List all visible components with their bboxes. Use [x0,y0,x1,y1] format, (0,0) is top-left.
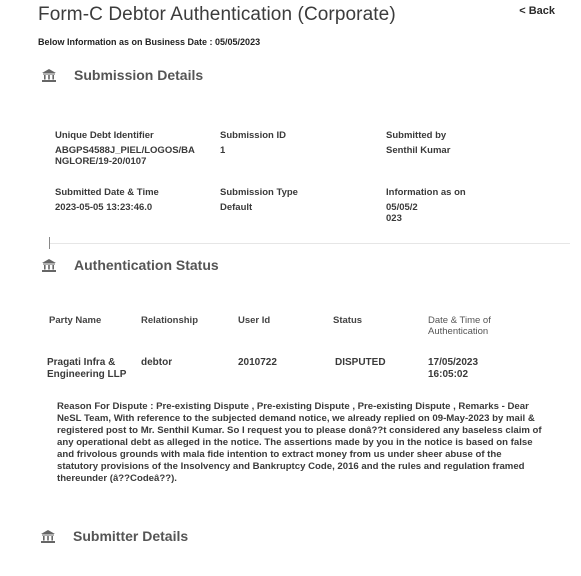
submitter-details-heading [41,528,188,544]
field-value: ABGPS4588J_PIEL/LOGOS/BA [55,145,195,156]
relationship-cell: debtor [141,357,173,368]
submission-id-field [220,130,286,156]
field-label: Submitted Date & Time [55,187,159,198]
field-value-continued: NGLORE/19-20/0107 [55,156,147,167]
cell-line: 17/05/2023 [428,357,479,368]
business-date-info: Below Information as on Business Date : 05/05/2023 [38,37,261,47]
bank-icon [42,69,56,82]
bank-icon [42,259,56,272]
section-divider [50,243,570,244]
field-value: Default [220,202,253,213]
field-label: Submission Type [220,187,298,198]
field-label: Submission ID [220,130,286,141]
cell-line: 16:05:02 [428,369,469,380]
date-time-cell [428,357,478,381]
cell-line: Pragati Infra & [47,357,116,368]
header-line: Authentication [428,326,489,337]
field-label: Submitted by [386,130,447,141]
unique-debt-identifier-field [55,130,195,167]
field-value: 2023-05-05 13:23:46.0 [55,202,153,213]
column-header-relationship: Relationship [141,315,199,326]
bank-icon [41,530,55,543]
submitted-by-field [386,130,450,156]
dispute-reason-text: Reason For Dispute : Pre-existing Dispute , Pre-existing Dispute , Pre-existing Dispute , Remarks - Dear NeSL Team, With reference to the subjected demand notice, we already replied on 09-May-2023 by mail & registered post to Mr. Senthil Kumar. So I request you to please donâ??t considered any baseless claim of any operational debt as alleged in the notice. The assertions made by you in the notice is based on false and frivolous grounds with mala fide intention to extract money from us under sheer abuse of the statutory provisions of the Insolvency and Bankruptcy Code, 2016 and the rules and regulation framed thereunder (â??Codeâ??). [57,401,542,484]
column-header-status: Status [333,315,363,326]
submitted-date-time-field [55,187,159,213]
authentication-status-heading [42,257,219,273]
header-line: Date & Time of [428,315,491,326]
field-value: Senthil Kumar [386,145,451,156]
page-title: Form-C Debtor Authentication (Corporate) [38,4,396,25]
field-value: 05/05/2 [386,202,418,213]
field-value-continued: 023 [386,213,402,224]
field-value: 1 [220,145,226,156]
field-label: Information as on [386,187,466,198]
information-as-on-field [386,187,466,224]
field-label: Unique Debt Identifier [55,130,154,141]
section-label: Submitter Details [73,528,189,544]
party-name-cell [47,357,126,381]
submission-details-heading [42,67,203,83]
back-link[interactable]: < Back [519,5,555,17]
column-header-date-time [428,315,491,337]
status-cell: DISPUTED [335,357,386,368]
section-label: Authentication Status [74,257,219,273]
section-label: Submission Details [74,67,204,83]
submission-type-field [220,187,298,213]
column-header-user-id: User Id [238,315,271,326]
cell-line: Engineering LLP [47,369,127,380]
column-header-party-name: Party Name [49,315,102,326]
user-id-cell: 2010722 [238,357,277,368]
